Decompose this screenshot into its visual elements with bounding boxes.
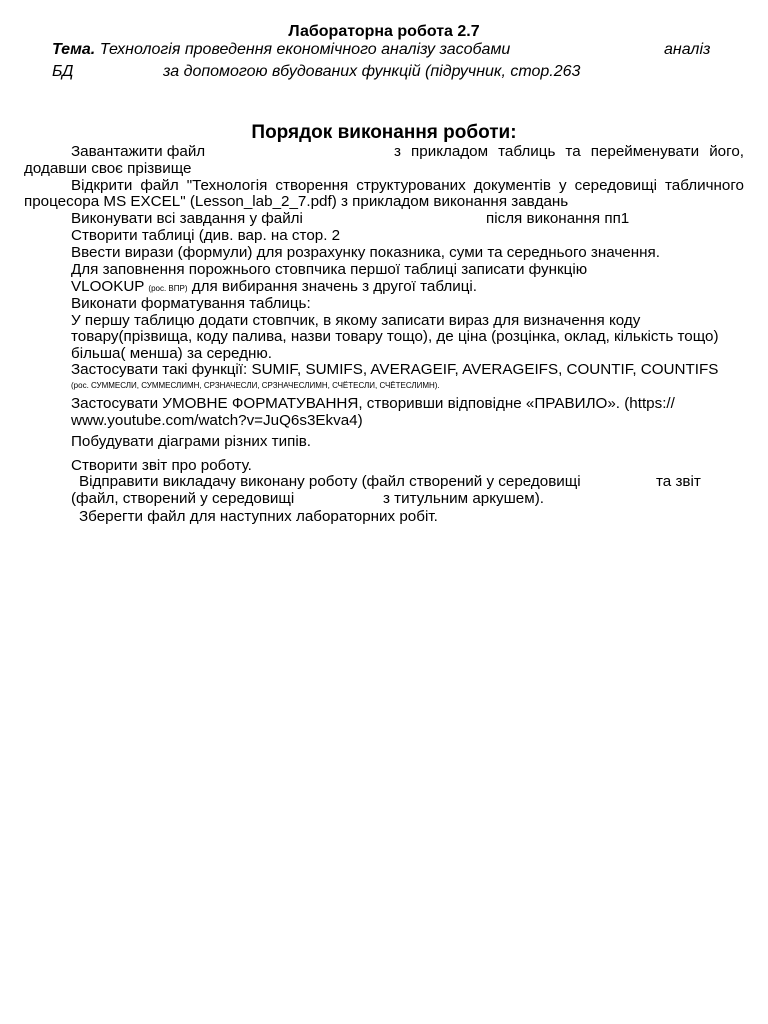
section-heading: Порядок виконання роботи: xyxy=(251,122,517,143)
step-3-end: після виконання пп1 xyxy=(486,210,630,227)
step-12: Створити звіт про роботу. xyxy=(71,457,252,474)
theme-text-functions: за допомогою вбудованих функцій (підручник, стор.263 xyxy=(163,63,581,80)
step-10-link[interactable]: www.youtube.com/watch?v=JuQ6s3Ekva4) xyxy=(71,412,363,429)
vlookup-ru-note: (рос. ВПР) xyxy=(148,284,188,293)
step-8-line-1: У першу таблицю додати стовпчик, в якому записати вираз для визначення коду xyxy=(71,312,641,329)
step-1-cont: додавши своє прізвище xyxy=(24,160,192,177)
step-9-line-1: Застосувати такі функції: SUMIF, SUMIFS, AVERAGEIF, AVERAGEIFS, COUNTIF, COUNTIFS xyxy=(71,361,719,378)
document-title: Лабораторна робота 2.7 xyxy=(288,23,480,40)
step-6-line-1: Для заповнення порожнього стовпчика першої таблиці записати функцію xyxy=(71,261,588,278)
step-13-end: та звіт xyxy=(656,473,701,490)
step-2-line-1: Відкрити файл "Технологія створення структурованих документів у середовищі табличного xyxy=(71,177,744,194)
vlookup-text: VLOOKUP xyxy=(71,278,145,295)
step-4: Створити таблиці (див. вар. на стор. 2 xyxy=(71,227,341,244)
step-13-start: Відправити викладачу виконану роботу (файл створений у середовищі xyxy=(79,473,581,490)
step-10-line-1: Застосувати УМОВНЕ ФОРМАТУВАННЯ, створивши відповідне «ПРАВИЛО». (https:// xyxy=(71,395,675,412)
step-1-start: Завантажити файл xyxy=(71,143,206,160)
step-3-start: Виконувати всі завдання у файлі xyxy=(71,210,303,227)
theme-text-analysis: аналіз xyxy=(664,41,711,58)
theme-text: Технологія проведення економічного аналізу засобами xyxy=(99,41,511,58)
step-7: Виконати форматування таблиць: xyxy=(71,295,311,312)
theme-label: Тема. xyxy=(52,41,96,58)
step-11: Побудувати діаграми різних типів. xyxy=(71,433,311,450)
step-5: Ввести вирази (формули) для розрахунку показника, суми та середнього значення. xyxy=(71,244,660,261)
step-13-cont-start: (файл, створений у середовищі xyxy=(71,490,295,507)
theme-line-1 xyxy=(52,40,510,60)
theme-text-db: БД xyxy=(52,63,74,80)
step-9-ru-note: (рос. СУММЕСЛИ, СУММЕСЛИМН, СРЗНАЧЕСЛИ, СРЗНАЧЕСЛИМН, СЧЁТЕСЛИ, СЧЁТЕСЛИМН). xyxy=(71,381,440,390)
step-8-line-2: товару(прізвища, коду палива, назви товару тощо), де ціна (розцінка, оклад, кількість тощо) xyxy=(71,328,719,345)
step-8-line-3: більша( менша) за середню. xyxy=(71,345,273,362)
step-1-end: з прикладом таблиць та перейменувати його, xyxy=(394,143,744,160)
step-2-line-2: процесора MS EXCEL" (Lesson_lab_2_7.pdf) з прикладом виконання завдань xyxy=(24,193,569,210)
vlookup-purpose: для вибирання значень з другої таблиці. xyxy=(191,278,477,295)
step-13-cont-end: з титульним аркушем). xyxy=(383,490,544,507)
step-14: Зберегти файл для наступних лабораторних робіт. xyxy=(79,508,438,525)
